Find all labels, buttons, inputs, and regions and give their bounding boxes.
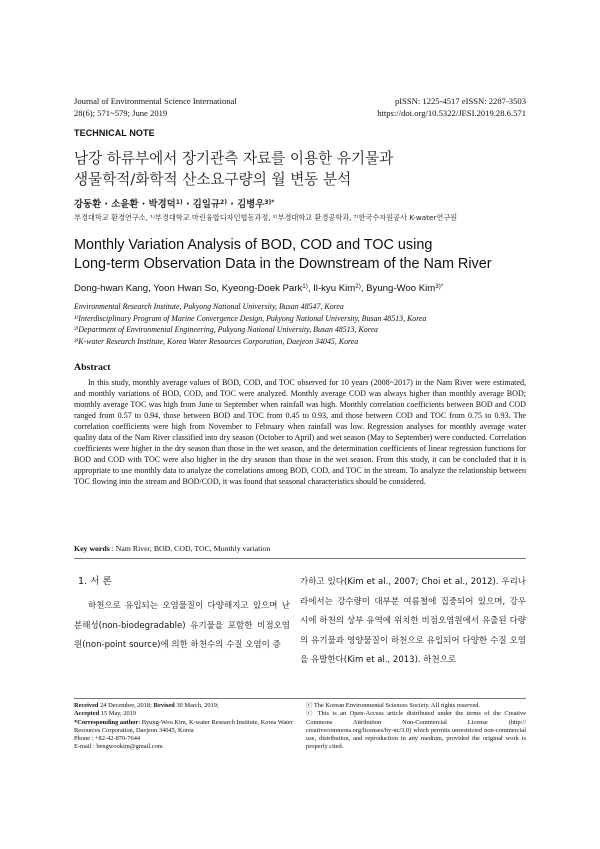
abstract-text: In this study, monthly average values of BOD, COD, and TOC observed for 10 years (2008~2017) in the Nam River were estimated, and monthly variations of BOD, COD, and TOC were analyzed. Monthly average COD was always higher than monthly average BOD; monthly average TOC was high from June to September when rainfall was high. Monthly correlation coefficients between BOD and COD ranged from 0.57 to 0.94, those between BOD and TOC from 0.45 to 0.93, and those between COD and TOC from 0.75 to 0.93. The correlation coefficients were high from November to February when rainfall was low. Regression analyses for monthly average water quality data of the Nam River classified into dry season (October to April) and wet season (May to September) were conducted. Correlation coefficients were higher in the dry season than those in the wet season, and the determination coefficients of linear regression functions for BOD and COD with TOC were also higher in the dry season than those in the wet season. From this study, it can be concluded that it is appropriate to use monthly data to analyze the correlations among BOD, COD, and TOC in the stream. To analyze the relationship between TOC flowing into the stream and BOD/COD, it was found that seasonal characteristics should be considered. <box>74 378 526 486</box>
keywords-list: : Nam River, BOD, COD, TOC, Monthly variation <box>109 544 271 553</box>
affiliation-1: ¹⁾Interdisciplinary Program of Marine Convergence Design, Pukyong National University, Busan 48513, Korea <box>74 313 427 323</box>
received-date: 24 December, 2018; <box>98 702 154 709</box>
footnote-dates <box>74 702 294 752</box>
received-line <box>74 702 294 710</box>
affiliation-3: ³⁾K-water Research Institute, Korea Water Resources Corporation, Daejeon 34045, Korea <box>74 336 359 346</box>
footnote-license <box>306 702 526 752</box>
divider <box>74 558 526 559</box>
korean-title-line2: 생물학적/화학적 산소요구량의 월 변동 분석 <box>74 171 352 188</box>
keywords <box>74 544 270 553</box>
affiliation-2: ²⁾Department of Environmental Engineering, Pukyong National University, Busan 48513, Korea <box>74 325 378 335</box>
korean-authors <box>74 196 275 210</box>
english-authors-c: , Byung-Woo Kim <box>360 283 436 294</box>
accepted-line <box>74 710 294 718</box>
accepted-date: 15 May, 2019 <box>99 710 137 718</box>
footnote-divider <box>74 698 526 699</box>
body-column-right: 가하고 있다(Kim et al., 2007; Choi et al., 2012). 우리나라에서는 강수량이 대부분 여름철에 집중되어 있으며, 강우 시에 하천의 상부 유역에 위치한 비점오염원에서 유출된 다량의 유기물과 영양물질이 하천으로 유입되어 다양한 수질 오염을 유발한다(Kim et al., 2013). 하천으로 <box>300 577 526 666</box>
english-title <box>74 236 534 274</box>
korean-authors-sup2: 2) <box>219 199 228 206</box>
section-title: 1. 서 론 <box>78 576 112 587</box>
english-title-line2: Long-term Observation Data in the Downstream of the Nam River <box>74 256 492 272</box>
corresponding-text: : Byung-Woo Kim, K-water Research Institute, Korea Water Resources Corporation, Daejeon 34045, Korea <box>74 718 293 734</box>
korean-title <box>74 148 393 190</box>
english-affiliations <box>74 301 534 347</box>
english-authors-b-sup: 2) <box>355 283 361 290</box>
korean-authors-sup1: 1) <box>175 199 183 206</box>
keywords-label: Key words <box>74 544 110 553</box>
english-authors <box>74 283 443 294</box>
license-text: ⓒ This is an Open-Access article distributed under the terms of the Creative Commons Attribution Non-Commercial License (http:// creativecommons.org/licenses/by-nc/3.0) which permits unrestricted non-commercial use, distribution, and reproduction in any medium, provided the original work is properly cited. <box>306 710 526 751</box>
body-column-left: 하천으로 유입되는 오염물질이 다양해지고 있으며 난분해성(non-biodegradable) 유기물을 포함한 비점오염원(non-point source)에 의한 하천수의 수질 오염이 증 <box>74 601 290 651</box>
revised-label: Revised <box>153 702 175 709</box>
revised-date: 30 March, 2019; <box>174 702 219 709</box>
email[interactable]: E-mail : bengwookim@gmail.com <box>74 743 163 751</box>
english-authors-c-sup: 3)* <box>435 283 444 290</box>
abstract-heading: Abstract <box>74 362 111 373</box>
affiliation-0: Environmental Research Institute, Pukyong National University, Busan 48547, Korea <box>74 302 344 311</box>
journal-name: Journal of Environmental Science International <box>74 96 237 106</box>
korean-authors-sup3: 3)* <box>264 199 275 206</box>
corresponding-author: *Corresponding author: Byung-Woo Kim, K-water Research Institute, Korea Water Resources Corporation, Daejeon 34045, Korea <box>74 718 293 734</box>
volume-pages: 28(6); 571~579; June 2019 <box>74 107 168 118</box>
korean-title-line1: 남강 하류부에서 장기관측 자료를 이용한 유기물과 <box>74 150 394 167</box>
doi-link[interactable]: https://doi.org/10.5322/JESI.2019.28.6.571 <box>377 107 526 118</box>
journal-header-right <box>377 96 526 119</box>
journal-header-left <box>74 96 237 119</box>
korean-authors-b: · 김일규 <box>182 199 220 210</box>
accepted-label: Accepted <box>74 710 100 718</box>
corresponding-label: Corresponding author <box>77 718 139 726</box>
korean-authors-c: · 김병우 <box>227 199 265 210</box>
english-title-line1: Monthly Variation Analysis of BOD, COD and TOC using <box>74 237 433 253</box>
received-label: Received <box>74 702 99 709</box>
english-authors-b: , Il-kyu Kim <box>307 283 356 294</box>
english-authors-a-sup: 1) <box>302 283 308 290</box>
english-authors-a: Dong-hwan Kang, Yoon Hwan So, Kyeong-Doek Park <box>74 283 303 294</box>
korean-authors-a: 강동환 · 소윤환 · 박경덕 <box>74 199 176 210</box>
issn: pISSN: 1225-4517 eISSN: 2287-3503 <box>394 96 526 106</box>
article-type: TECHNICAL NOTE <box>74 128 155 138</box>
copyright: ⓒ The Korean Environmental Sciences Society. All rights reserved. <box>306 702 481 709</box>
phone: Phone : +82-42-870-7644 <box>74 735 141 743</box>
korean-affiliations: 부경대학교 환경연구소, ¹⁾부경대학교 마린융합디자인협동과정, ²⁾부경대학교 환경공학과, ³⁾한국수자원공사 K-water연구원 <box>74 213 458 222</box>
